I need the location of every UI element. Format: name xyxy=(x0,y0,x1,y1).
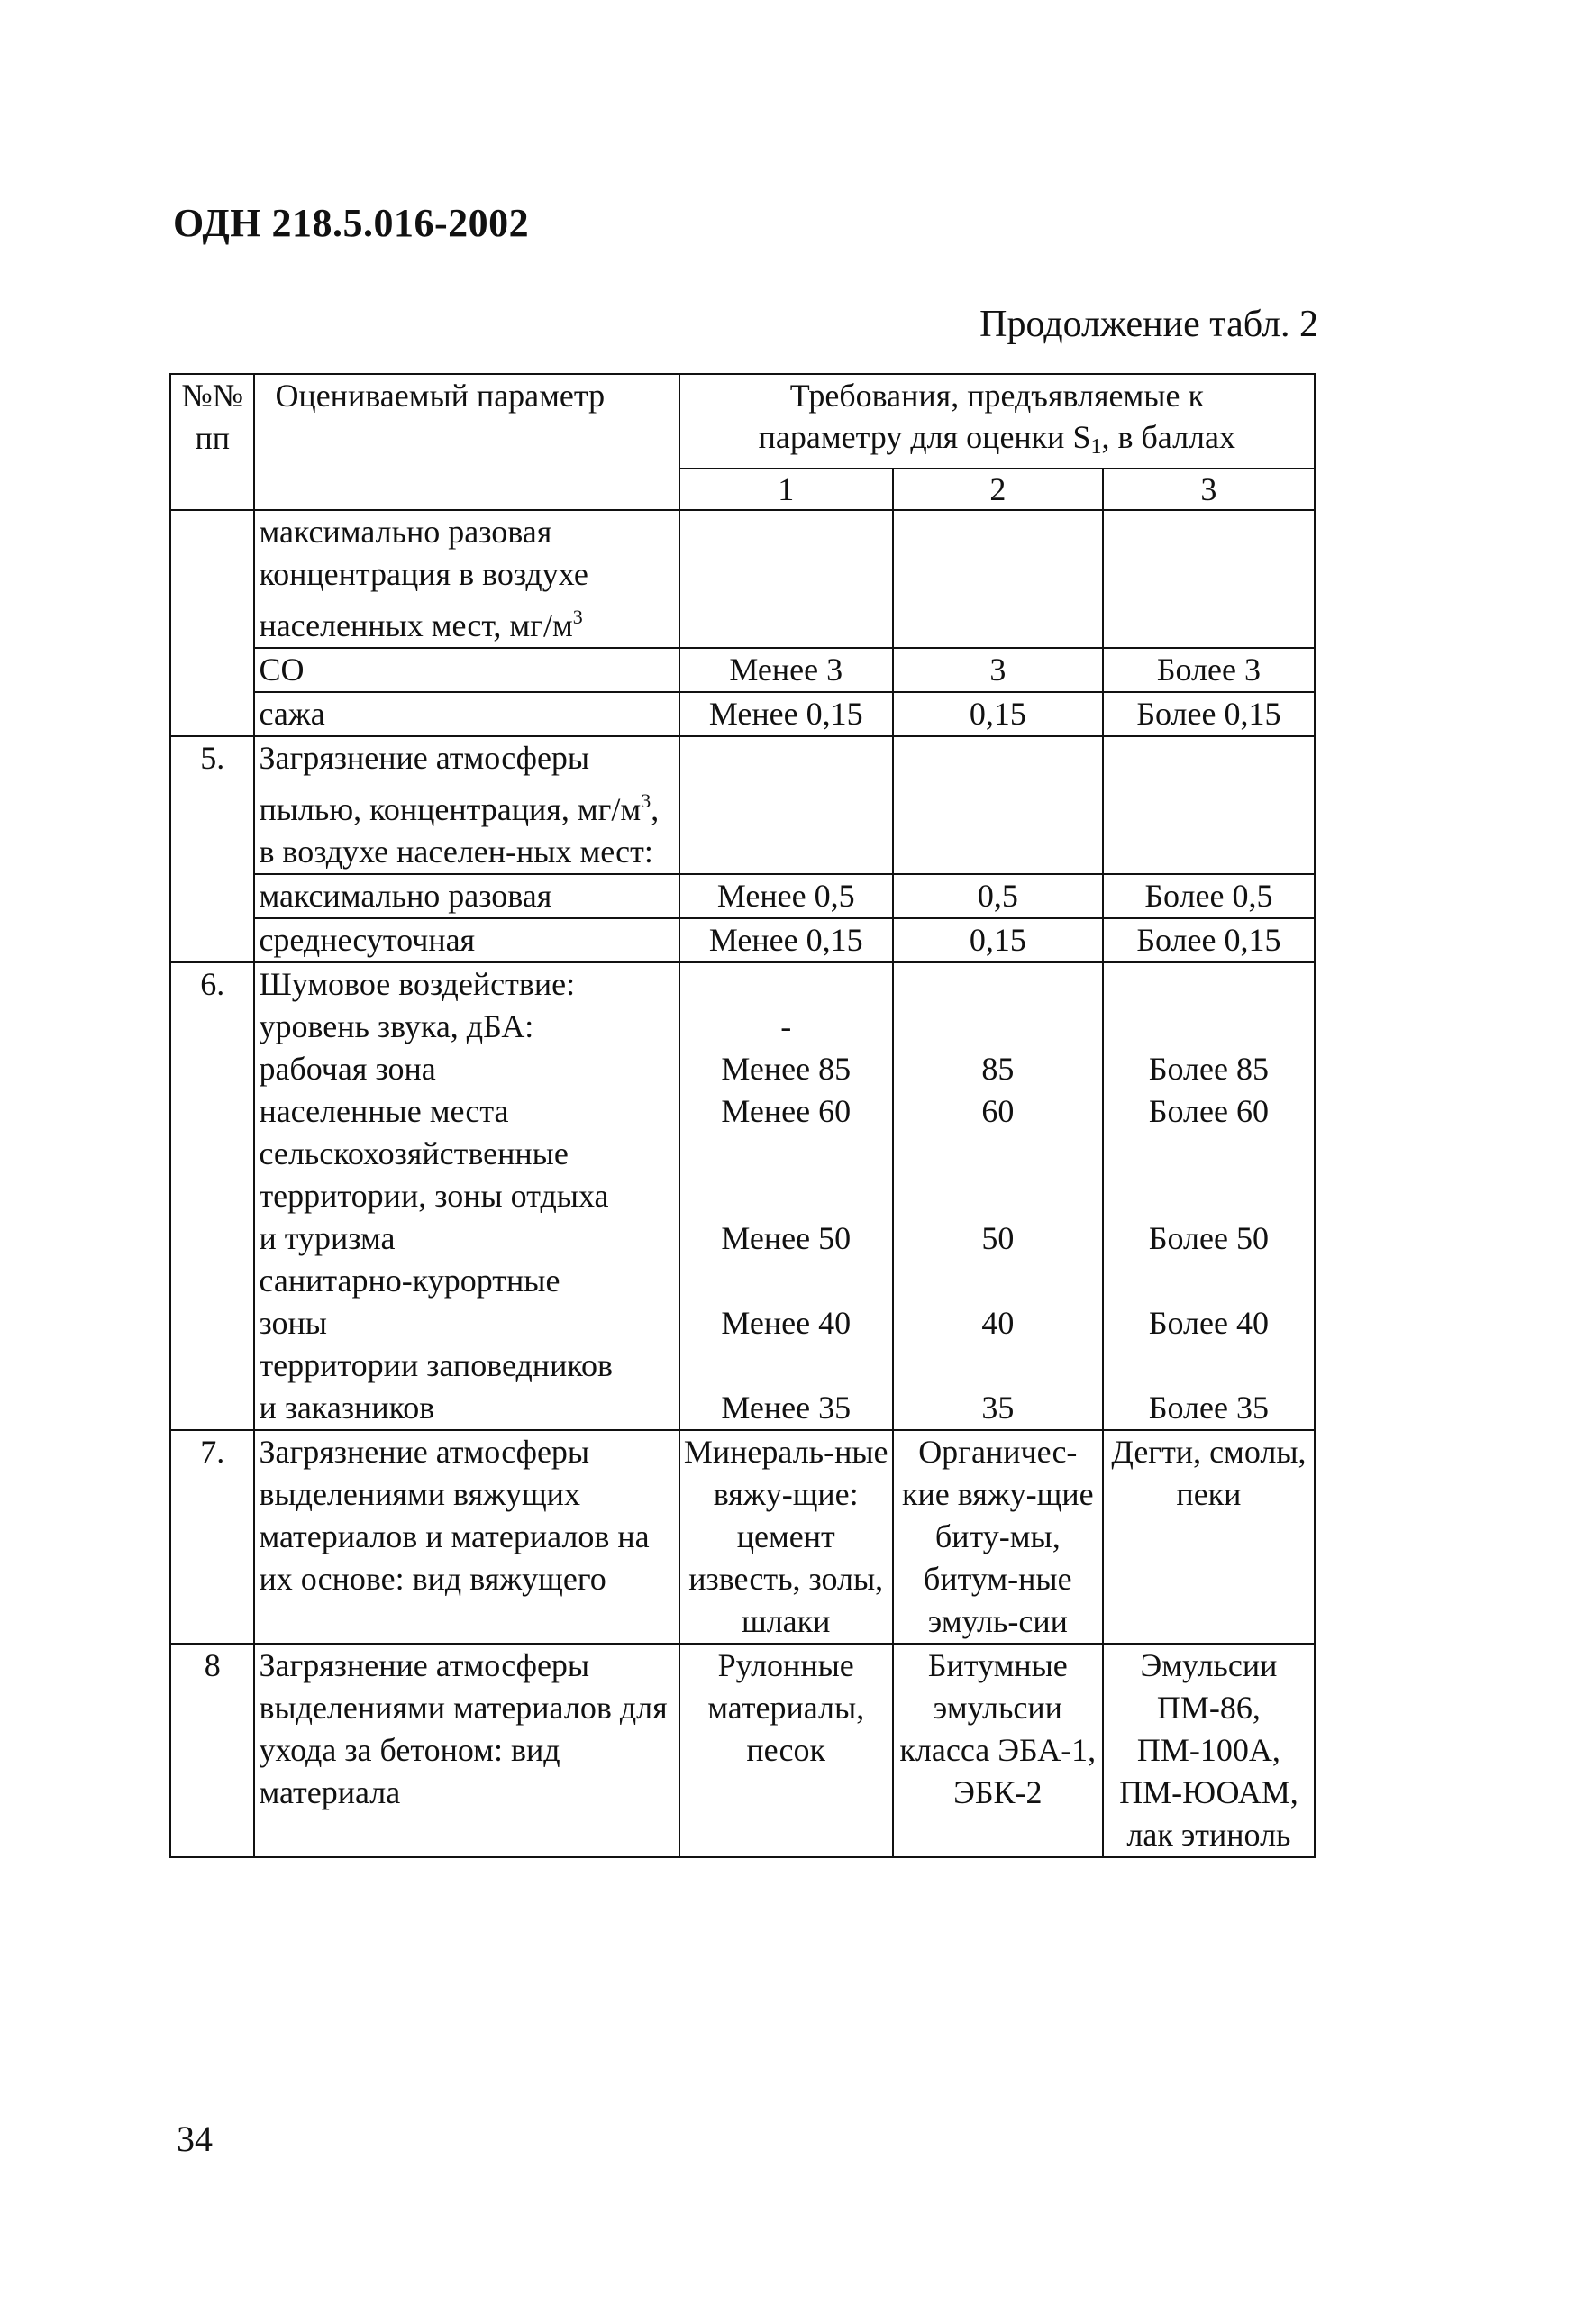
noise-value-line: 85 xyxy=(981,1051,1015,1087)
table-row xyxy=(170,918,1315,962)
row-value-3 xyxy=(1103,736,1315,874)
assessment-table xyxy=(169,373,1316,1858)
row-value-3: Более 0,15 xyxy=(1103,918,1315,962)
row-num: 7. xyxy=(170,1430,254,1644)
noise-param-line: Шумовое воздействие: xyxy=(259,966,576,1002)
row-value-2: 3 xyxy=(893,648,1103,692)
header-requirements-line1: Требования, предъявляемые к xyxy=(789,378,1204,414)
header-score-3: 3 xyxy=(1103,469,1315,510)
noise-value-line xyxy=(1107,1260,1310,1302)
noise-value-line: Более 35 xyxy=(1148,1390,1269,1426)
row-value-1: Рулонные материалы, песок xyxy=(679,1644,893,1857)
row-value-2: 0,5 xyxy=(893,874,1103,918)
noise-param-line: территории, зоны отдыха xyxy=(259,1178,609,1214)
noise-value-line xyxy=(1107,1006,1310,1048)
row-value-1: Менее 0,5 xyxy=(679,874,893,918)
noise-value-line xyxy=(897,1344,1098,1387)
row-value-1: Менее 0,15 xyxy=(679,918,893,962)
noise-value-line xyxy=(897,1260,1098,1302)
row-value-3: Более 0,5 xyxy=(1103,874,1315,918)
header-param xyxy=(254,374,679,510)
header-req-subscript: 1 xyxy=(1090,435,1102,459)
document-code: ОДН 218.5.016-2002 xyxy=(173,201,530,245)
row-value-2 xyxy=(893,736,1103,874)
table-row xyxy=(170,736,1315,874)
row-param-text: Загрязнение атмосферы пылью, концентрация, мг/м xyxy=(259,740,642,827)
row-value-2: Органичес-кие вяжу-щие биту-мы, битум-ные эмуль-сии xyxy=(893,1430,1103,1644)
header-num-label: №№ пп xyxy=(181,378,244,456)
noise-value-line: - xyxy=(780,1008,792,1044)
noise-param-line: территории заповедников xyxy=(259,1347,613,1383)
row-num-empty xyxy=(170,510,254,736)
row-value-1: Менее 3 xyxy=(679,648,893,692)
noise-value-line: Менее 85 xyxy=(721,1051,852,1087)
noise-param-line: рабочая зона xyxy=(259,1051,436,1087)
noise-value-line: 60 xyxy=(981,1093,1015,1129)
noise-param-line: сельскохозяйственные xyxy=(259,1135,569,1171)
row-param xyxy=(254,736,679,874)
row-value-2 xyxy=(893,510,1103,648)
row-value-3 xyxy=(1103,962,1315,1430)
header-requirements-line2 xyxy=(684,416,1310,468)
noise-value-line: Менее 35 xyxy=(721,1390,852,1426)
noise-value-line xyxy=(897,1133,1098,1175)
table-row xyxy=(170,510,1315,648)
noise-value-line xyxy=(897,1006,1098,1048)
row-value-3: Дегти, смолы, пеки xyxy=(1103,1430,1315,1644)
row-param-text: максимально разовая концентрация в воздухе населенных мест, мг/м xyxy=(259,514,588,643)
noise-value-line xyxy=(1107,1175,1310,1217)
noise-value-line: 35 xyxy=(981,1390,1015,1426)
noise-param-line: и заказников xyxy=(259,1390,435,1426)
row-param: Загрязнение атмосферы выделениями материалов для ухода за бетоном: вид материала xyxy=(254,1644,679,1857)
row-value-1: Минераль-ные вяжу-щие: цемент известь, золы, шлаки xyxy=(679,1430,893,1644)
row-param-text-end: , в воздухе населен-ных мест: xyxy=(259,791,660,870)
header-score-2: 2 xyxy=(893,469,1103,510)
noise-param-line: и туризма xyxy=(259,1220,396,1256)
noise-value-line: 50 xyxy=(981,1220,1015,1256)
table-row xyxy=(170,692,1315,736)
table-row xyxy=(170,648,1315,692)
header-requirements xyxy=(679,374,1315,469)
table-continuation-caption: Продолжение табл. 2 xyxy=(979,304,1318,345)
noise-value-line: Менее 40 xyxy=(721,1305,852,1341)
noise-value-line xyxy=(897,1175,1098,1217)
row-value-2: 0,15 xyxy=(893,692,1103,736)
noise-value-line xyxy=(897,963,1098,1006)
noise-value-line xyxy=(684,1344,888,1387)
row-num: 5. xyxy=(170,736,254,962)
table-row xyxy=(170,962,1315,1430)
header-req-text-end: , в баллах xyxy=(1101,419,1235,455)
row-param: CO xyxy=(254,648,679,692)
noise-value-line xyxy=(684,1260,888,1302)
row-param-superscript: 3 xyxy=(641,789,651,812)
noise-value-line xyxy=(684,963,888,1006)
header-score-1: 1 xyxy=(679,469,893,510)
noise-value-line xyxy=(684,1175,888,1217)
row-param: сажа xyxy=(254,692,679,736)
row-value-1 xyxy=(679,736,893,874)
row-value-3: Эмульсии ПМ-86, ПМ-100А, ПМ-ЮОАМ, лак этиноль xyxy=(1103,1644,1315,1857)
noise-param-line: населенные места xyxy=(259,1093,509,1129)
noise-value-line xyxy=(1107,963,1310,1006)
row-value-1: Менее 0,15 xyxy=(679,692,893,736)
noise-value-line: Более 60 xyxy=(1148,1093,1269,1129)
noise-value-line xyxy=(1107,1133,1310,1175)
row-param xyxy=(254,962,679,1430)
row-num: 6. xyxy=(170,962,254,1430)
noise-value-line xyxy=(684,1133,888,1175)
row-num: 8 xyxy=(170,1644,254,1857)
row-value-1 xyxy=(679,510,893,648)
header-req-text: параметру для оценки S xyxy=(758,419,1091,455)
table-row xyxy=(170,1644,1315,1857)
row-value-2: Битумные эмульсии класса ЭБА-1, ЭБК-2 xyxy=(893,1644,1103,1857)
noise-value-line: 40 xyxy=(981,1305,1015,1341)
row-param: максимально разовая xyxy=(254,874,679,918)
row-value-3: Более 3 xyxy=(1103,648,1315,692)
noise-value-line: Более 50 xyxy=(1148,1220,1269,1256)
table-header-row xyxy=(170,374,1315,469)
page-number: 34 xyxy=(177,2119,213,2159)
row-param: среднесуточная xyxy=(254,918,679,962)
noise-param-line: уровень звука, дБА: xyxy=(259,1008,534,1044)
noise-value-line: Менее 50 xyxy=(721,1220,852,1256)
row-param: Загрязнение атмосферы выделениями вяжущих материалов и материалов на их основе: вид вяжущего xyxy=(254,1430,679,1644)
row-value-2: 0,15 xyxy=(893,918,1103,962)
row-param xyxy=(254,510,679,648)
row-value-1 xyxy=(679,962,893,1430)
table-row xyxy=(170,1430,1315,1644)
header-num xyxy=(170,374,254,510)
noise-value-line: Менее 60 xyxy=(721,1093,852,1129)
row-value-2 xyxy=(893,962,1103,1430)
row-param-superscript: 3 xyxy=(572,606,583,628)
header-param-label: Оцениваемый параметр xyxy=(275,378,606,414)
noise-value-line: Более 85 xyxy=(1148,1051,1269,1087)
row-value-3: Более 0,15 xyxy=(1103,692,1315,736)
row-value-3 xyxy=(1103,510,1315,648)
noise-value-line xyxy=(1107,1344,1310,1387)
table-row xyxy=(170,874,1315,918)
noise-param-line: санитарно-курортные xyxy=(259,1262,560,1299)
noise-param-line: зоны xyxy=(259,1305,327,1341)
noise-value-line: Более 40 xyxy=(1148,1305,1269,1341)
